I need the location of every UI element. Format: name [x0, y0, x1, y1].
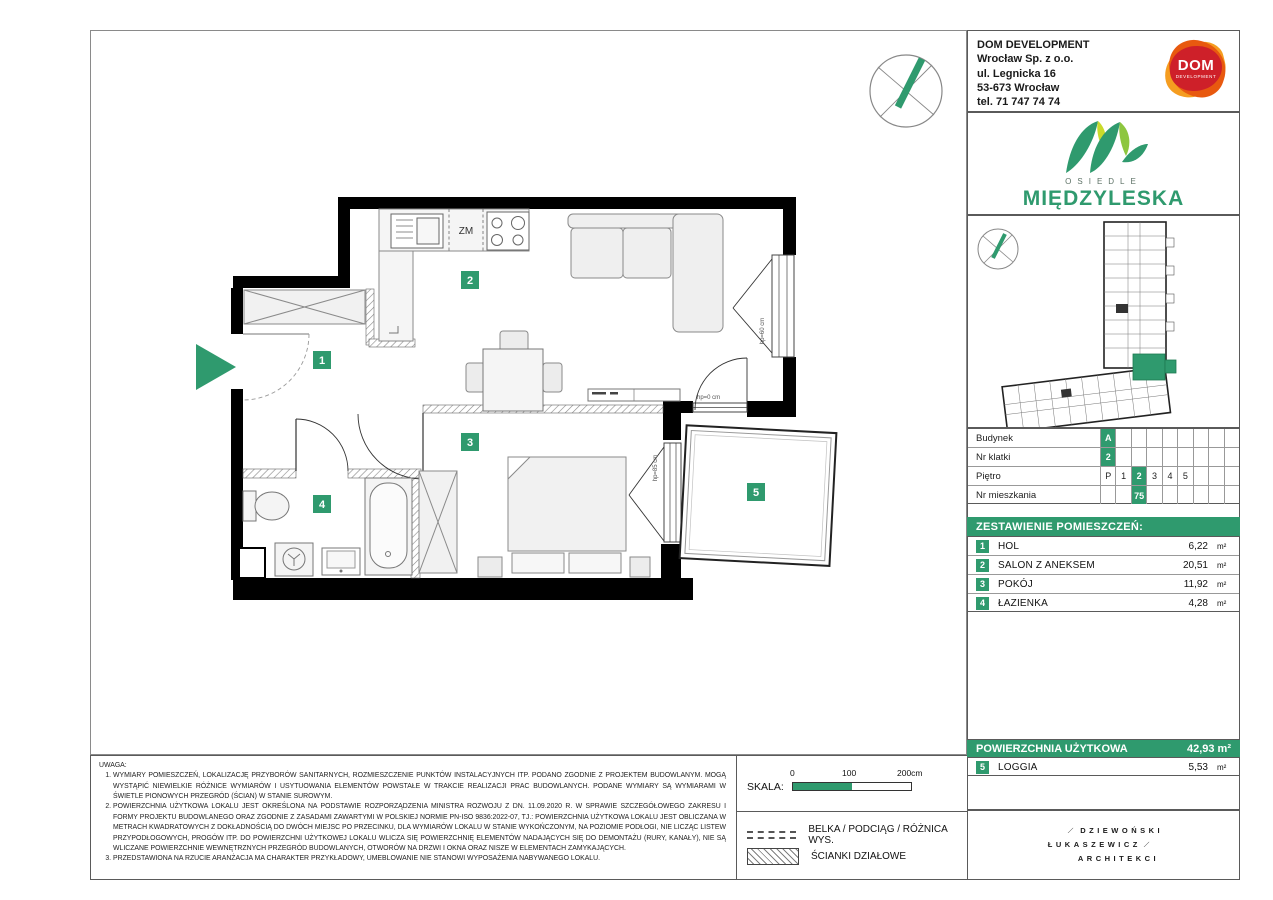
dom-development-logo: [1158, 36, 1234, 104]
note-item: 2. POWIERZCHNIA UŻYTKOWA LOKALU JEST OKREŚLONA NA PODSTAWIE ROZPORZĄDZENIA MINISTRA ROZWOJU Z DN. 11.09.2020 R. W SPRAWIE SZCZEGÓŁOWEGO ZAKRESU I FORMY PROJEKTU BUDOWLANEGO ORAZ ZGODNIE Z ZASADAMI ZAWARTYMI W POLSKIEJ NORMIE PN-ISO 9836:2022-07, TJ.: POWIERZCHNIA UŻYTKOWA LOKALU JEST OBLICZANA W METRACH KWADRATOWYCH Z DOKŁADNOŚCIĄ DO DWÓCH MIEJSC PO PRZECINKU, DLA WYMIARÓW LOKALU W STANIE WYKOŃCZONYM, NA POZIOMIE PODŁOGI, NIE LICZĄC LISTEW PRZYPODŁOGOWYCH, PROGÓW ITP. DO POWIERZCHNI UŻYTKOWEJ LOKALU WLICZA SIĘ POWIERZCHNIĘ ELEMENTÓW NADAJĄCYCH SIĘ DO DEMONTAŻU (RURY, KANAŁY), NIE SĄ WLICZANE POWIERZCHNIE WEWNĘTRZNYCH PRZEGRÓD BUDOWLANYCH, OTWORÓW NA DRZWI I OKNA ORAZ NISZE W ELEMENTACH ZAMYKAJĄCYCH.: [113, 802, 726, 854]
table-row: [968, 575, 1239, 594]
building-table-cell: [1162, 448, 1177, 466]
table-row: [968, 537, 1239, 556]
note-item: 3. PRZEDSTAWIONA NA RZUCIE ARANŻACJA MA CHARAKTER PRZYKŁADOWY, UMEBLOWANIE NIE STANOWI WYPOSAŻENIA NABYWANEGO LOKALU.: [113, 854, 726, 864]
legend-item-beam: [747, 824, 967, 846]
building-table-row: [968, 467, 1239, 486]
note-item: 1. WYMIARY POMIESZCZEŃ, LOKALIZACJĘ PRZYBORÓW SANITARNYCH, ROZMIESZCZENIE PUNKTÓW INSTALACYJNYCH ITP. PODANO ZGODNIE Z PROJEKTEM BUDOWLANYM. MOGĄ WYSTĄPIĆ NIEWIELKIE RÓŻNICE WYMIARÓW I USYTUOWANIA ELEMENTÓW POWSTAŁE W TRAKCIE REALIZACJI PRAC BUDOWLANYCH. PODANE WYMIARY SĄ WYMIARAMI W ŚWIETLE PIONOWYCH PRZEGRÓD (ŚCIAN) W STANIE SUROWYM.: [113, 771, 726, 802]
building-table-cell: [1146, 448, 1161, 466]
logo-text-development: DEVELOPMENT: [1175, 74, 1217, 79]
scale-bar: [792, 782, 912, 791]
siteplan-box: [967, 215, 1240, 428]
scale-tick-100: 100: [842, 768, 857, 778]
rooms-header-bar: [967, 517, 1240, 536]
company-line-2: ul. Legnicka 16: [977, 67, 1056, 80]
loggia-area: 5,53: [1188, 762, 1208, 773]
building-table-cell: [1146, 429, 1161, 447]
sill-label-loggia-door: hp=0 cm: [697, 395, 721, 401]
building-table-cell: [1177, 486, 1192, 505]
mini-compass-icon: [978, 229, 1018, 269]
building-table-label: Nr mieszkania: [976, 490, 1037, 501]
estate-name: MIĘDZYLESKA: [1022, 186, 1185, 210]
furniture: [243, 209, 723, 577]
badge-1: 1: [318, 355, 326, 367]
company-name: DOM DEVELOPMENT: [977, 39, 1090, 51]
panel-empty-area-2: [967, 776, 1240, 810]
shaft: [239, 548, 265, 578]
building-table-cell: [1193, 467, 1208, 485]
building-table-cell: 1: [1115, 467, 1130, 485]
building-table-cell: [1193, 429, 1208, 447]
rooms-header-label: ZESTAWIENIE POMIESZCZEŃ:: [976, 520, 1144, 533]
room-badge: 1: [976, 540, 989, 553]
building-table-cell: [1193, 448, 1208, 466]
notes-box: [90, 755, 737, 880]
building-table-cell: [1224, 467, 1239, 485]
building-table-row: [968, 448, 1239, 467]
notes-list: [99, 771, 726, 864]
dishwasher-label: ZM: [458, 226, 474, 237]
scale-label: SKALA:: [747, 781, 784, 793]
room-area: 6,22: [1188, 540, 1208, 552]
mini-siteplan: [968, 216, 1239, 427]
panel-spacer: [967, 504, 1240, 517]
floorplan-drawing: [91, 31, 966, 754]
table-row: [968, 758, 1239, 777]
legend-box: [736, 811, 968, 880]
legend-item-partitions: [747, 848, 906, 865]
room-unit: m²: [1217, 599, 1227, 608]
building-table-cell: [1115, 429, 1130, 447]
doors: [243, 334, 423, 479]
building-table: [967, 428, 1240, 504]
loggia-unit: m²: [1217, 763, 1227, 772]
badge-3: 3: [466, 437, 474, 449]
building-table-cell: [1224, 429, 1239, 447]
window-sill-label-living: hp=60 cm: [760, 317, 766, 345]
building-table-cell: A: [1100, 429, 1115, 447]
building-table-cell: [1224, 486, 1239, 505]
building-table-cell: 3: [1146, 467, 1161, 485]
loggia-name: LOGGIA: [998, 762, 1038, 773]
building-wing-vertical: [1104, 222, 1174, 368]
building-table-cell: 2: [1100, 448, 1115, 466]
room-badge: 2: [976, 559, 989, 572]
room-badge: 4: [976, 597, 989, 610]
architect-logo-box: [967, 810, 1240, 880]
building-table-cell: 5: [1177, 467, 1192, 485]
usable-area-bar: [967, 740, 1240, 757]
building-table-cell: [1115, 486, 1130, 505]
building-table-cell: [1224, 448, 1239, 466]
badge-5: 5: [752, 487, 760, 499]
badge-4: 4: [318, 499, 326, 511]
room-name: SALON Z ANEKSEM: [998, 559, 1095, 571]
room-name: HOL: [998, 540, 1020, 552]
panel-empty-area: [967, 612, 1240, 740]
table-row: [968, 556, 1239, 575]
building-table-cell: P: [1100, 467, 1115, 485]
building-table-cell: [1208, 467, 1223, 485]
estate-kicker: OSIEDLE: [1065, 176, 1142, 186]
building-table-cell: [1131, 448, 1146, 466]
legend-label-partitions: ŚCIANKI DZIAŁOWE: [811, 851, 907, 862]
architect-line-1: ∕ DZIEWOŃSKI: [1068, 826, 1164, 836]
loggia-badge: 5: [976, 761, 989, 774]
room-area: 20,51: [1182, 559, 1208, 571]
room-unit: m²: [1217, 560, 1227, 570]
building-table-cell: [1177, 448, 1192, 466]
notes-title: UWAGA:: [99, 762, 127, 769]
building-table-cell: [1115, 448, 1130, 466]
building-table-cell: 75: [1131, 486, 1146, 505]
building-table-cell: [1193, 486, 1208, 505]
plan-area: [90, 30, 967, 755]
legend-label-beam: BELKA / PODCIĄG / RÓŻNICA WYS.: [808, 824, 948, 846]
room-unit: m²: [1217, 541, 1227, 551]
building-table-cell: 4: [1162, 467, 1177, 485]
estate-leaf-logo-icon: [1058, 117, 1150, 175]
building-table-row: [968, 486, 1239, 505]
building-table-cell: [1162, 429, 1177, 447]
room-unit: m²: [1217, 579, 1227, 589]
compass-icon: [870, 55, 942, 127]
room-area: 4,28: [1188, 598, 1208, 609]
estate-logo-box: [967, 112, 1240, 215]
building-table-cell: [1100, 486, 1115, 505]
building-table-cell: [1131, 429, 1146, 447]
building-table-cell: 2: [1131, 467, 1146, 485]
window-sill-label-bedroom: hp=85 cm: [653, 454, 659, 482]
scale-tick-200: 200cm: [897, 768, 923, 778]
building-table-label: Piętro: [976, 470, 1001, 482]
building-table-cell: [1162, 486, 1177, 505]
architect-line-3: ARCHITEKCI: [1077, 853, 1160, 863]
rooms-table: [967, 536, 1240, 612]
usable-area-value: 42,93 m²: [1186, 742, 1231, 755]
building-table-cell: [1146, 486, 1161, 505]
table-row: [968, 594, 1239, 613]
scale-box: [736, 755, 968, 812]
room-badge: 3: [976, 578, 989, 591]
company-line-1: Wrocław Sp. z o.o.: [977, 53, 1074, 66]
hatch-icon: [747, 848, 799, 865]
building-table-cell: [1208, 486, 1223, 505]
room-area: 11,92: [1183, 578, 1208, 590]
room-name: ŁAZIENKA: [998, 598, 1048, 609]
loggia-row-box: [967, 757, 1240, 776]
architect-line-2: ŁUKASZEWICZ ∕: [1047, 840, 1154, 850]
highlighted-unit: [1133, 354, 1176, 380]
building-table-cell: [1177, 429, 1192, 447]
badge-2: 2: [466, 275, 474, 287]
scale-tick-0: 0: [790, 768, 795, 778]
building-table-label: Budynek: [976, 432, 1013, 444]
company-line-3: 53-673 Wrocław: [977, 81, 1060, 94]
entrance-arrow: [196, 344, 236, 390]
scale-bar-fill: [793, 783, 852, 790]
company-box: [967, 30, 1240, 112]
room-name: POKÓJ: [998, 578, 1033, 590]
logo-text-dom: DOM: [1177, 57, 1215, 74]
usable-area-label: POWIERZCHNIA UŻYTKOWA: [976, 742, 1128, 755]
building-table-cell: [1208, 448, 1223, 466]
building-table-row: [968, 429, 1239, 448]
dashed-lines-icon: [747, 827, 796, 843]
building-table-label: Nr klatki: [976, 451, 1011, 463]
building-table-cell: [1208, 429, 1223, 447]
company-line-4: tel. 71 747 74 74: [977, 96, 1061, 109]
